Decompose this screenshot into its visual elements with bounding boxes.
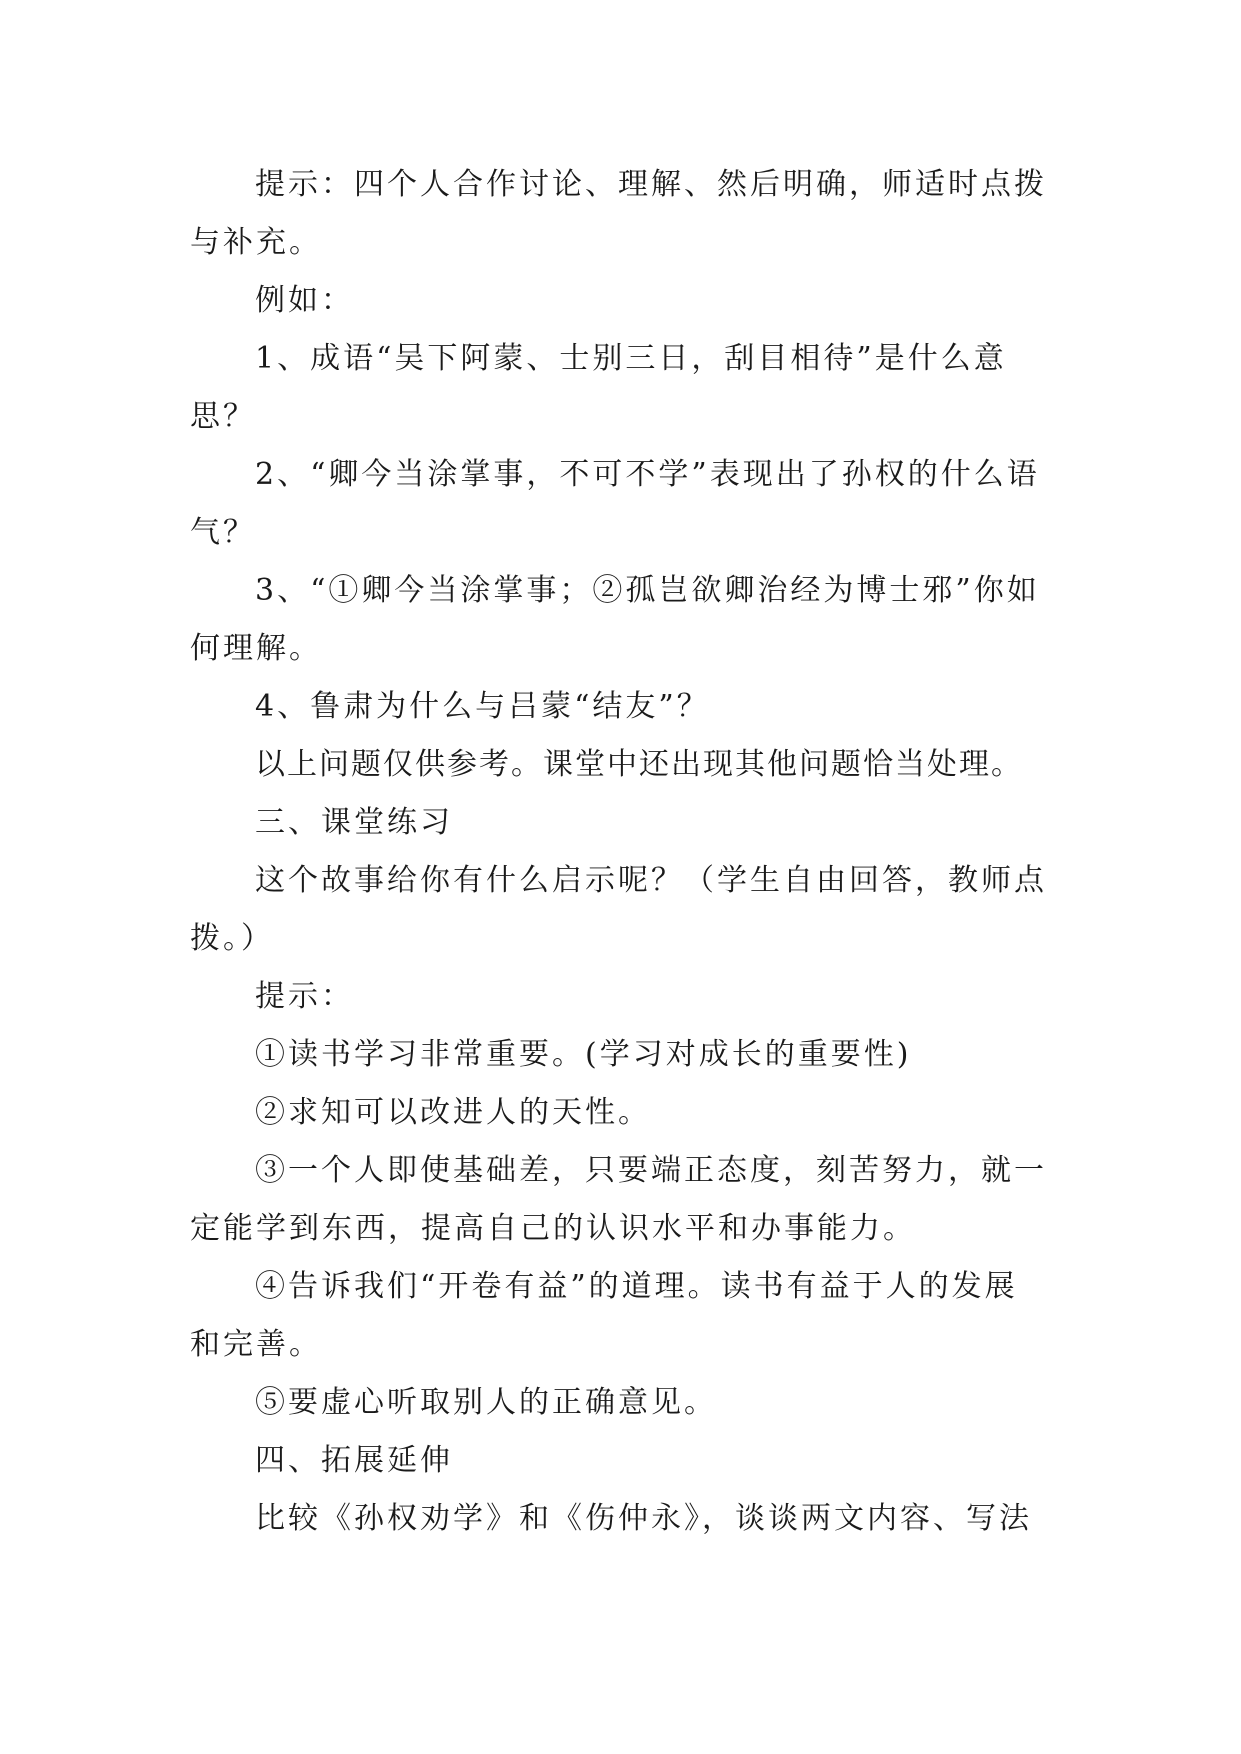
question-line: 4、鲁肃为什么与吕蒙“结友”？	[255, 689, 710, 724]
paragraph-line: 拨。）	[190, 921, 274, 956]
section-heading: 三、课堂练习	[255, 805, 453, 840]
list-item: ①读书学习非常重要。(学习对成长的重要性)	[255, 1037, 912, 1072]
section-heading: 四、拓展延伸	[255, 1443, 453, 1478]
question-line: 1、成语“吴下阿蒙、士别三日，刮目相待”是什么意	[255, 341, 1007, 376]
question-line: 3、“①卿今当涂掌事；②孤岂欲卿治经为博士邪”你如	[255, 573, 1040, 608]
question-line: 气？	[190, 515, 256, 550]
list-item: 和完善。	[190, 1327, 322, 1362]
question-line: 思？	[190, 399, 256, 434]
paragraph-line: 提示：四个人合作讨论、理解、然后明确，师适时点拨	[255, 167, 1047, 202]
paragraph-line: 提示：	[255, 979, 354, 1014]
paragraph-line: 这个故事给你有什么启示呢？（学生自由回答，教师点	[255, 863, 1047, 898]
question-line: 何理解。	[190, 631, 322, 666]
list-item: 定能学到东西，提高自己的认识水平和办事能力。	[190, 1211, 916, 1246]
paragraph-line: 与补充。	[190, 225, 322, 260]
question-line: 2、“卿今当涂掌事，不可不学”表现出了孙权的什么语	[255, 457, 1040, 492]
paragraph-line: 比较《孙权劝学》和《伤仲永》，谈谈两文内容、写法	[255, 1501, 1032, 1536]
list-item: ⑤要虚心听取别人的正确意见。	[255, 1385, 717, 1420]
paragraph-line: 以上问题仅供参考。课堂中还出现其他问题恰当处理。	[255, 747, 1023, 782]
list-item: ④告诉我们“开卷有益”的道理。读书有益于人的发展	[255, 1269, 1018, 1304]
list-item: ②求知可以改进人的天性。	[255, 1095, 651, 1130]
list-item: ③一个人即使基础差，只要端正态度，刻苦努力，就一	[255, 1153, 1047, 1188]
paragraph-line: 例如：	[255, 283, 354, 318]
